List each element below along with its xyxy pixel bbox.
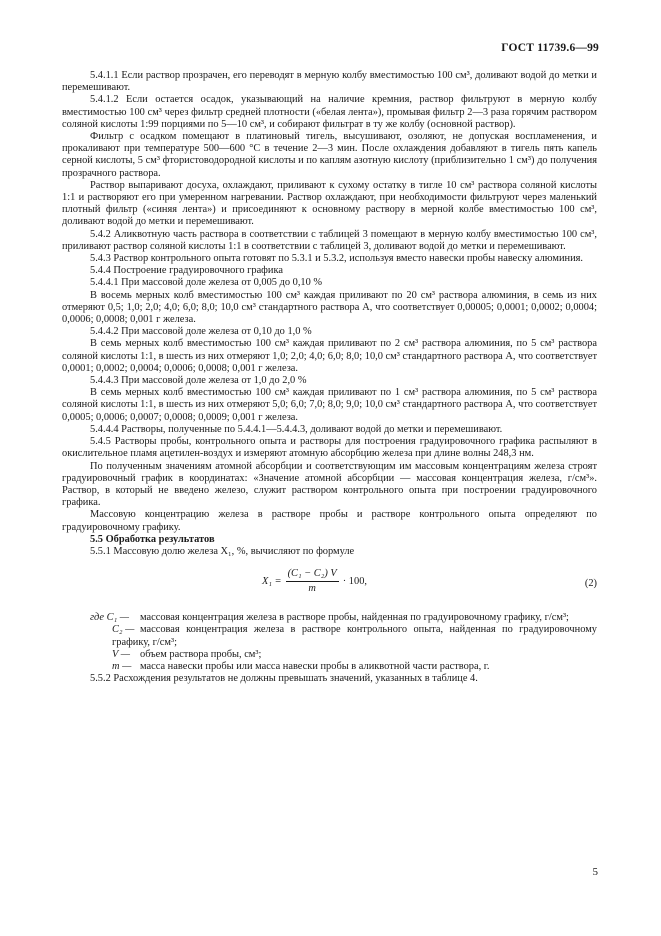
definition-symbol: m —	[112, 660, 132, 672]
paragraph-concentration: Массовую концентрацию железа в растворе пробы и растворе контрольного опыта определяют по градуировочному графику.	[62, 509, 597, 533]
paragraph-5-4-1-2: 5.4.1.2 Если остается осадок, указывающий на наличие кремния, раствор фильтруют в мерную колбу вместимостью 100 см³ через фильтр средней плотности («белая лента»), промывая фильтр 2—3 раза горячим раствором соляной кислоты 1:99 порциями по 5—10 см³, и собирают фильтрат в ту же колбу (основной раствор).	[62, 94, 597, 130]
page-number: 5	[592, 866, 598, 878]
definition-item	[62, 624, 597, 648]
paragraph-5-4-4-3: 5.4.4.3 При массовой доле железа от 1,0 до 2,0 %	[90, 375, 307, 387]
paragraph-5-4-4-1-text: В восемь мерных колб вместимостью 100 см³ каждая приливают по 20 см³ раствора алюминия, в семь из них отмеряют 0,5; 1,0; 2,0; 4,0; 6,0; 8,0; 10,0 см³ стандартного раствора А, что соответствует 0,00005; 0,0001; 0,0002; 0,0004; 0,0006; 0,0008; 0,001 г железа.	[62, 289, 597, 326]
formula	[262, 568, 367, 595]
paragraph-5-4-4-2-text: В семь мерных колб вместимостью 100 см³ каждая приливают по 2 см³ раствора алюминия, по 5 см³ раствора соляной кислоты 1:1, в шесть из них отмеряют 1,0; 2,0; 4,0; 6,0; 8,0; 10,0 см³ стандартного раствора А, что соответствует 0,0001; 0,0002; 0,0004; 0,0006; 0,0008; 0,001 г железа.	[62, 338, 597, 374]
definition-text: массовая концентрация железа в растворе пробы, найденная по градуировочному графику, г/см³;	[140, 612, 569, 624]
paragraph-5-4-4-2: 5.4.4.2 При массовой доле железа от 0,10 до 1,0 %	[90, 326, 312, 338]
definition-symbol: C₂ —	[112, 624, 135, 636]
definition-item	[62, 649, 597, 661]
paragraph-calibration-graph: По полученным значениям атомной абсорбции и соответствующим им массовым концентрациям железа строят градуировочный график в координатах: «Значение атомной абсорбции — массовая концентрация железа, г/см³». Раствор, в который не введено железо, служит раствором контрольного опыта при построении градуировочного графика.	[62, 460, 597, 509]
paragraph-5-5-2: 5.5.2 Расхождения результатов не должны превышать значений, указанных в таблице 4.	[90, 673, 478, 685]
section-heading-5-5: 5.5 Обработка результатов	[90, 533, 215, 545]
standard-header: ГОСТ 11739.6—99	[501, 42, 599, 54]
document-body	[62, 70, 597, 685]
definition-text: объем раствора пробы, см³;	[140, 648, 262, 660]
definitions-list	[62, 612, 597, 673]
paragraph-5-5-1: 5.5.1 Массовую долю железа X₁, %, вычисляют по формуле	[90, 545, 355, 557]
formula-numerator: (C₁ − C₂) V	[286, 568, 339, 582]
definition-text: массовая концентрация железа в растворе контрольного опыта, найденная по градуировочному графику, г/см³;	[112, 624, 597, 648]
equation-number: (2)	[584, 578, 597, 590]
paragraph-5-4-4-1: 5.4.4.1 При массовой доле железа от 0,005 до 0,10 %	[90, 277, 323, 289]
formula-lhs: X₁ =	[262, 575, 282, 587]
paragraph-5-4-5: 5.4.5 Растворы пробы, контрольного опыта и растворы для построения градуировочного графика распыляют в окислительное пламя ацетилен-воздух и измеряют атомную абсорбцию железа при длине волны 248,3 нм.	[62, 436, 597, 460]
paragraph-5-4-3: 5.4.3 Раствор контрольного опыта готовят по 5.3.1 и 5.3.2, используя вместо навески пробы навеску алюминия.	[90, 253, 584, 265]
paragraph-evaporation: Раствор выпаривают досуха, охлаждают, приливают к сухому остатку в тигле 10 см³ раствора соляной кислоты 1:1 и растворяют его при умеренном нагревании. Раствор охлаждают, при необходимости фильтруют через маленький плотный фильтр («синяя лента») и присоединяют к основному раствору в мерной колбе вместимостью 100 см³, доливают водой до метки и перемешивают.	[62, 179, 597, 228]
definition-item	[62, 612, 597, 624]
formula-tail: · 100,	[342, 575, 367, 587]
paragraph-filter: Фильтр с осадком помещают в платиновый тигель, высушивают, озоляют, не допуская воспламенения, и прокаливают при температуре 500—600 °С в течение 2—3 мин. После охлаждения добавляют в тигель пять капель серной кислоты, 5 см³ фтористоводородной кислоты и по каплям азотную кислоту (приблизительно 1 см³) до получения прозрачного раствора.	[62, 131, 597, 179]
paragraph-5-4-4-4: 5.4.4.4 Растворы, полученные по 5.4.4.1—5.4.4.3, доливают водой до метки и перемешивают.	[90, 423, 503, 435]
definition-symbol: V —	[112, 648, 130, 660]
paragraph-5-4-2: 5.4.2 Аликвотную часть раствора в соответствии с таблицей 3 помещают в мерную колбу вместимостью 100 см³, приливают раствор соляной кислоты 1:1 в соответствии с таблицей 3, доливают водой до метки и перемешивают.	[62, 228, 597, 252]
paragraph-5-4-4: 5.4.4 Построение градуировочного графика	[90, 265, 283, 277]
definition-symbol: где C₁ —	[90, 612, 130, 624]
paragraph-5-4-1-1: 5.4.1.1 Если раствор прозрачен, его переводят в мерную колбу вместимостью 100 см³, доливают водой до метки и перемешивают.	[62, 70, 597, 94]
paragraph-5-4-4-3-text: В семь мерных колб вместимостью 100 см³ каждая приливают по 1 см³ раствора алюминия, по 5 см³ раствора соляной кислоты 1:1, в шесть из них отмеряют 5,0; 6,0; 7,0; 8,0; 9,0; 10,0 см³ стандартного раствора А, что соответствует 0,0005; 0,0006; 0,0007; 0,0008; 0,0009; 0,001 г железа.	[62, 387, 597, 423]
formula-denominator: m	[308, 583, 316, 595]
definition-item	[62, 661, 597, 673]
formula-fraction	[286, 568, 339, 595]
definition-text: масса навески пробы или масса навески пробы в аликвотной части раствора, г.	[140, 660, 490, 672]
formula-block	[62, 564, 597, 608]
